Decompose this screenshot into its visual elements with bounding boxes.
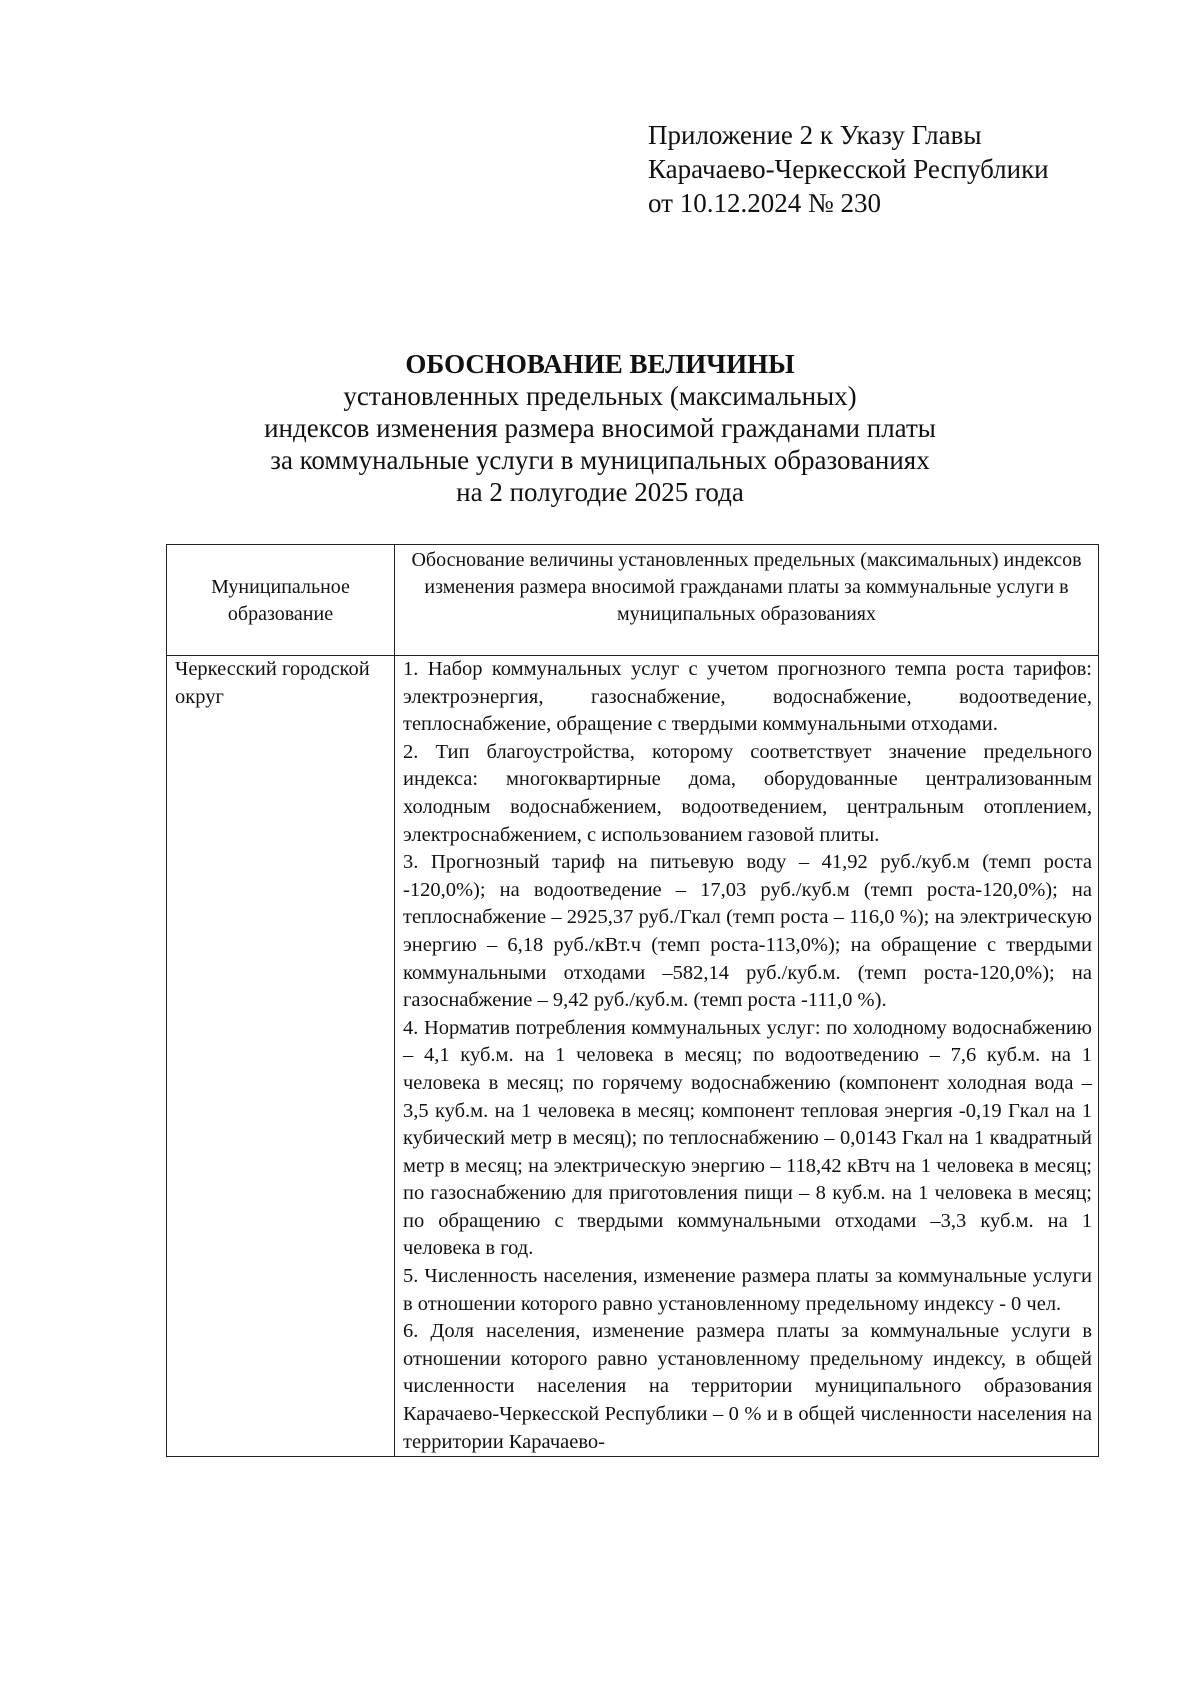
appendix-reference: [648, 118, 1049, 220]
item-4-consumption-norms: 4. Норматив потребления коммунальных услуг: по холодному водоснабжению – 4,1 куб.м. на 1 человека в месяц; по водоотведению – 7,6 куб.м. на 1 человека в месяц; по горячему водоснабжению (компонент холодная вода – 3,5 куб.м. на 1 человека в месяц; компонент тепловая энергия -0,19 Гкал на 1 кубический метр в месяц); по теплоснабжению – 0,0143 Гкал на 1 квадратный метр в месяц; на электрическую энергию – 118,42 кВтч на 1 человека в месяц; по газоснабжению для приготовления пищи – 8 куб.м. на 1 человека в месяц; по обращению с твердыми коммунальными отходами –3,3 куб.м. на 1 человека в год.: [403, 1016, 1092, 1260]
heading-line-1: установленных предельных (максимальных): [343, 381, 857, 411]
item-2-improvement-type: 2. Тип благоустройства, которому соответствует значение предельного индекса: многоквартирные дома, оборудованные централизованным холодным водоснабжением, водоотведением, центральным отоплением, электроснабжением, с использованием газовой плиты.: [403, 740, 1092, 846]
appendix-line-1: Приложение 2 к Указу Главы: [648, 120, 982, 150]
document-title: ОБОСНОВАНИЕ ВЕЛИЧИНЫ: [405, 349, 795, 379]
item-5-population-count: 5. Численность населения, изменение размера платы за коммунальные услуги в отношении которого равно установленному предельному индексу - 0 чел.: [403, 1265, 1092, 1315]
header-justification: Обоснование величины установленных предельных (максимальных) индексов изменения размера вносимой гражданами платы за коммунальные услуги в муниципальных образованиях: [395, 545, 1099, 656]
item-3-forecast-tariffs: 3. Прогнозный тариф на питьевую воду – 41,92 руб./куб.м (темп роста -120,0%); на водоотведение – 17,03 руб./куб.м (темп роста-120,0%); на теплоснабжение – 2925,37 руб./Гкал (темп роста – 116,0 %); на электрическую энергию – 6,18 руб./кВт.ч (темп роста-113,0%); на обращение с твердыми коммунальными отходами –582,14 руб./куб.м. (темп роста-120,0%); на газоснабжение – 9,42 руб./куб.м. (темп роста -111,0 %).: [403, 851, 1092, 1012]
header-municipality: Муниципальное образование: [167, 545, 395, 656]
municipality-cell: Черкесский городской округ: [167, 656, 395, 1457]
justification-table: [166, 544, 1099, 1457]
item-1-services-set: 1. Набор коммунальных услуг с учетом прогнозного темпа роста тарифов: электроэнергия, газоснабжение, водоснабжение, водоотведение, теплоснабжение, обращение с твердыми коммунальными отходами.: [403, 658, 1092, 736]
heading-line-4: на 2 полугодие 2025 года: [456, 477, 744, 507]
appendix-line-2: Карачаево-Черкесской Республики: [648, 154, 1049, 184]
document-heading: [180, 348, 1020, 508]
item-6-population-share: 6. Доля населения, изменение размера платы за коммунальные услуги в отношении которого равно установленному предельному индексу, в общей численности населения на территории муниципального образования Карачаево-Черкесской Республики – 0 % и в общей численности населения на территории Карачаево-: [403, 1320, 1092, 1453]
table-header-row: [167, 545, 1099, 656]
table-row: [167, 656, 1099, 1457]
heading-line-3: за коммунальные услуги в муниципальных образованиях: [270, 445, 930, 475]
appendix-line-3: от 10.12.2024 № 230: [648, 188, 881, 218]
justification-cell: [395, 656, 1099, 1457]
heading-line-2: индексов изменения размера вносимой гражданами платы: [264, 413, 936, 443]
